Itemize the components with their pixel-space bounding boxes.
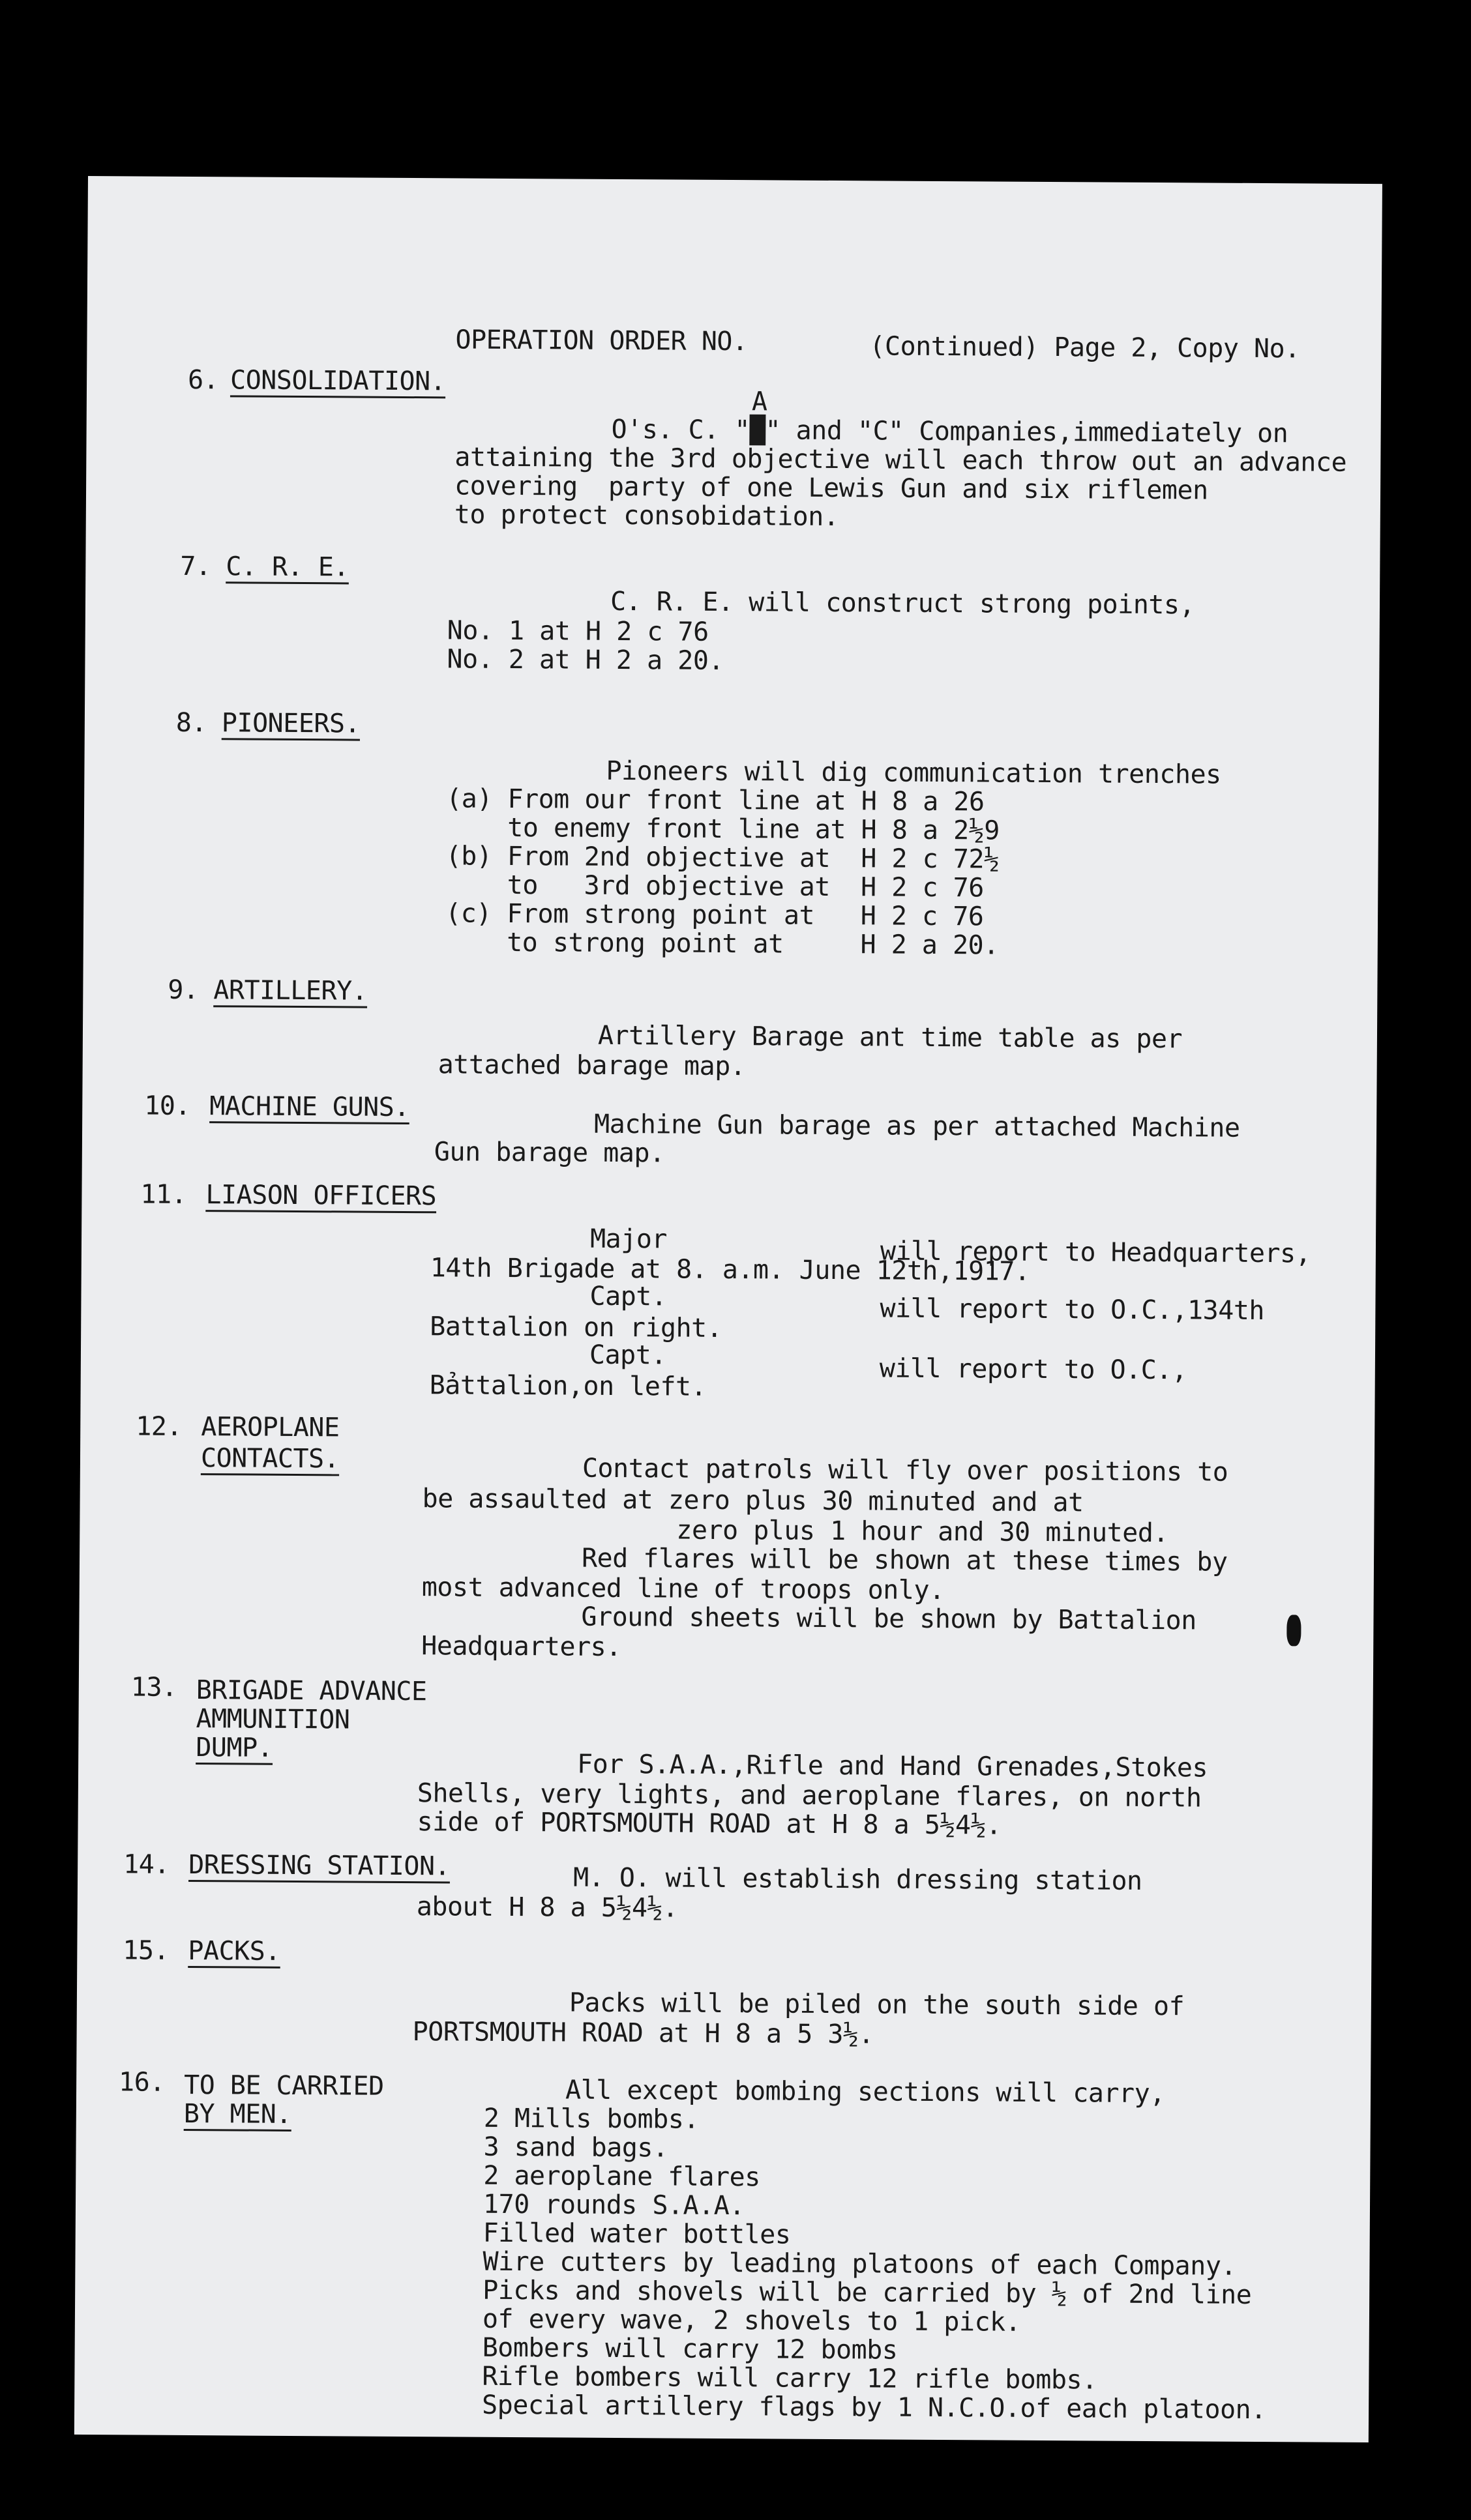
section-16-line-10: Bombers will carry 12 bombs (482, 2332, 898, 2366)
section-10-heading: MACHINE GUNS. (209, 1091, 409, 1123)
ink-blot (1286, 1615, 1301, 1646)
section-16-line-8: Picks and shovels will be carried by ½ of 2nd line (483, 2275, 1252, 2310)
section-10-line-2: Gun barage map. (434, 1137, 665, 1169)
section-11-line-5: will report to O.C.,134th (880, 1293, 1265, 1326)
document-page (74, 176, 1382, 2442)
section-16-heading-line-1: TO BE CARRIED (183, 2070, 384, 2102)
section-11-line-9: will report to O.C., (879, 1353, 1187, 1386)
section-9-heading: ARTILLERY. (213, 975, 368, 1006)
section-8-heading: PIONEERS. (221, 708, 361, 739)
section-12-line-7: Headquarters. (421, 1631, 621, 1663)
section-14-line-2: about H 8 a 5½4½. (416, 1892, 678, 1924)
section-15-line-2: PORTSMOUTH ROAD at H 8 a 5 3½. (412, 2017, 874, 2050)
section-12-heading-line-1: AEROPLANE (201, 1412, 340, 1443)
section-14-line-1: M. O. will establish dressing station (572, 1862, 1142, 1896)
section-7-line-3: No. 2 at H 2 a 20. (447, 644, 724, 676)
section-9-number: 9. (168, 974, 199, 1006)
section-8-line-5: to 3rd objective at H 2 c 76 (445, 870, 984, 903)
section-16-number: 16. (118, 2067, 166, 2098)
section-12-line-2: be assaulted at zero plus 30 minuted and at (422, 1484, 1084, 1518)
section-11-line-3: 14th Brigade at 8. a.m. June 12th,1917. (430, 1253, 1030, 1287)
section-11-line-6: Battalion on right. (430, 1311, 722, 1343)
section-9-line-2: attached barage map. (438, 1049, 746, 1082)
section-11-line-1: Major (589, 1223, 668, 1255)
section-8-line-7: to strong point at H 2 a 20. (445, 927, 999, 961)
section-16-line-2: 2 Mills bombs. (483, 2103, 700, 2135)
section-16-line-5: 170 rounds S.A.A. (483, 2189, 745, 2221)
section-16-heading-line-2: BY MEN. (183, 2098, 292, 2130)
section-10-line-1: Machine Gun barage as per attached Machine (593, 1109, 1240, 1143)
section-11-line-7: Capt. (589, 1340, 667, 1371)
section-13-line-2: Shells, very lights, and aeroplane flares, on north (417, 1778, 1202, 1813)
section-12-number: 12. (136, 1411, 183, 1442)
section-16-line-4: 2 aeroplane flares (483, 2160, 760, 2193)
section-6-line-2: attaining the 3rd objective will each throw out an advance (454, 442, 1347, 478)
section-7-line-2: No. 1 at H 2 c 76 (447, 615, 709, 647)
section-12-line-3: zero plus 1 hour and 30 minuted. (676, 1515, 1169, 1549)
section-16-line-11: Rifle bombers will carry 12 rifle bombs. (482, 2361, 1097, 2395)
section-8-line-6: (c) From strong point at H 2 c 76 (445, 898, 984, 932)
section-12-line-1: Contact patrols will fly over positions to (582, 1453, 1228, 1487)
section-12-line-5: most advanced line of troops only. (421, 1572, 945, 1606)
section-13-heading-line-2: AMMUNITION (196, 1704, 350, 1735)
section-11-line-2: will report to Headquarters, (880, 1236, 1311, 1269)
section-12-line-6: Ground sheets will be shown by Battalion (581, 1602, 1196, 1636)
section-15-line-1: Packs will be piled on the south side of (569, 1987, 1185, 2022)
section-13-number: 13. (130, 1672, 177, 1703)
section-16-line-7: Wire cutters by leading platoons of each Company. (483, 2246, 1237, 2281)
section-9-line-1: Artillery Barage ant time table as per (597, 1020, 1183, 1055)
section-6-heading: CONSOLIDATION. (230, 365, 446, 397)
section-11-line-8: Bảttalion,on left. (429, 1370, 707, 1402)
section-15-heading: PACKS. (188, 1935, 281, 1967)
section-11-number: 11. (140, 1179, 187, 1210)
page-continued-label: (Continued) Page 2, Copy No. (869, 331, 1300, 364)
section-16-line-9: of every wave, 2 shovels to 1 pick. (482, 2304, 1021, 2337)
section-10-number: 10. (144, 1091, 191, 1121)
section-6-number: 6. (187, 364, 219, 396)
section-8-number: 8. (175, 707, 207, 739)
section-14-heading: DRESSING STATION. (188, 1849, 451, 1882)
section-8-line-4: (b) From 2nd objective at H 2 c 72½ (445, 841, 1000, 875)
section-11-heading: LIASON OFFICERS (205, 1180, 437, 1212)
section-7-number: 7. (180, 551, 211, 582)
section-16-line-12: Special artillery flags by 1 N.C.O.of each platoon. (481, 2390, 1266, 2425)
section-6-line-4: to protect consobidation. (454, 499, 839, 533)
section-16-line-1: All except bombing sections will carry, (565, 2075, 1165, 2109)
section-8-line-3: to enemy front line at H 8 a 2½9 (445, 812, 1000, 846)
section-15-number: 15. (123, 1935, 170, 1966)
section-13-heading-line-3: DUMP. (196, 1733, 273, 1763)
section-7-heading: C. R. E. (226, 551, 349, 583)
section-14-number: 14. (123, 1849, 170, 1880)
section-6-line-3: covering party of one Lewis Gun and six riflemen (454, 471, 1208, 506)
section-8-line-2: (a) From our front line at H 8 a 26 (446, 784, 985, 817)
section-11-line-4: Capt. (589, 1281, 667, 1312)
section-8-line-1: Pioneers will dig communication trenches (606, 755, 1221, 790)
section-12-line-4: Red flares will be shown at these times by (581, 1543, 1228, 1577)
section-16-line-3: 3 sand bags. (483, 2132, 668, 2163)
section-13-heading-line-1: BRIGADE ADVANCE (196, 1675, 427, 1707)
section-16-line-6: Filled water bottles (483, 2218, 791, 2250)
section-13-line-1: For S.A.A.,Rifle and Hand Grenades,Stokes (576, 1749, 1208, 1783)
section-6-line-1: O's. C. "█" and "C" Companies,immediately on (611, 414, 1288, 449)
section-13-line-3: side of PORTSMOUTH ROAD at H 8 a 5½4½. (417, 1807, 1002, 1841)
document-title: OPERATION ORDER NO. (455, 325, 748, 357)
section-12-heading-line-2: CONTACTS. (200, 1443, 340, 1474)
section-7-line-1: C. R. E. will construct strong points, (610, 586, 1195, 621)
section-6-annotation: A (751, 387, 767, 417)
